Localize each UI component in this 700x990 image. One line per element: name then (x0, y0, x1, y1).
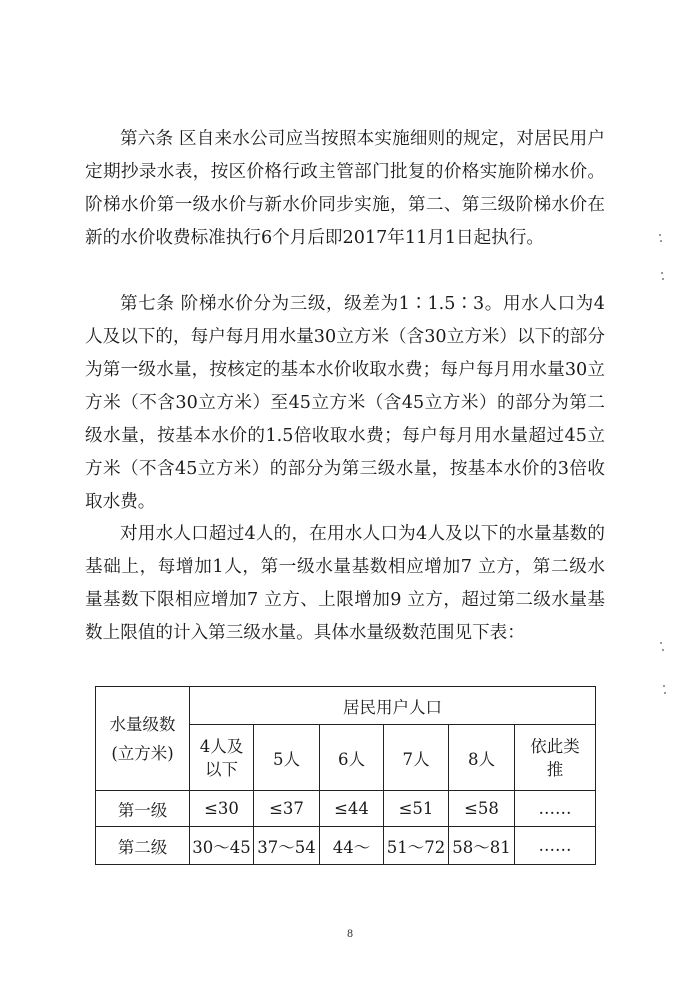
table-cell: 51～72 (384, 827, 449, 865)
column-header-line2: 以下 (205, 759, 238, 779)
table-cell: ≤37 (254, 791, 320, 827)
row-label: 第一级 (96, 791, 190, 827)
table-cell: ≤30 (190, 791, 254, 827)
row-label: 第二级 (96, 827, 190, 865)
column-header: 5人 (254, 725, 320, 791)
column-header: 6人 (320, 725, 384, 791)
table-row (96, 791, 596, 827)
column-header: 8人 (449, 725, 515, 791)
corner-header-line1: 水量级数 (109, 714, 176, 734)
page-number: 8 (346, 929, 354, 940)
water-tier-table (95, 686, 596, 865)
column-header-line1: 依此类 (530, 736, 580, 756)
table-cell: 30～45 (190, 827, 254, 865)
column-header-line1: 4人及 (199, 736, 244, 756)
table-cell: 37～54 (254, 827, 320, 865)
table-cell: ≤58 (449, 791, 515, 827)
scan-specks (655, 230, 675, 730)
table-row (96, 827, 596, 865)
article-6-paragraph: 第六条 区自来水公司应当按照本实施细则的规定，对居民用户定期抄录水表，按区价格行政主管部门批复的价格实施阶梯水价。阶梯水价第一级水价与新水价同步实施，第二、第三级阶梯水价在新的水价收费标准执行6个月后即2017年11月1日起执行。 (85, 129, 605, 248)
column-header-line2: 推 (546, 759, 564, 779)
table-cell: ≤44 (320, 791, 384, 827)
article-7-paragraph: 第七条 阶梯水价分为三级，级差为1∶1.5∶3。用水人口为4人及以下的，每户每月用水量30立方米（含30立方米）以下的部分为第一级水量，按核定的基本水价收取水费；每户每月用水量30立方米（不含30立方米）至45立方米（含45立方米）的部分为第二级水量，按基本水价的1.5倍收取水费；每户每月用水量超过45立方米（不含45立方米）的部分为第三级水量，按基本水价的3倍收取水费。 (85, 294, 605, 512)
table-cell: …… (515, 827, 596, 865)
extra-residents-paragraph: 对用水人口超过4人的，在用水人口为4人及以下的水量基数的基础上，每增加1人，第一级水量基数相应增加7 立方，第二级水量基数下限相应增加7 立方、上限增加9 立方，超过第二级水量基数上限值的计入第三级水量。具体水量级数范围见下表： (85, 524, 605, 643)
table-cell: ≤51 (384, 791, 449, 827)
table-cell: 58～81 (449, 827, 515, 865)
population-group-header: 居民用户人口 (190, 687, 596, 725)
corner-header-line2: (立方米) (111, 743, 174, 763)
table-corner-header (96, 687, 190, 791)
table-cell: 44～ (320, 827, 384, 865)
table-cell: …… (515, 791, 596, 827)
column-header: 7人 (384, 725, 449, 791)
column-header (190, 725, 254, 791)
column-header (515, 725, 596, 791)
